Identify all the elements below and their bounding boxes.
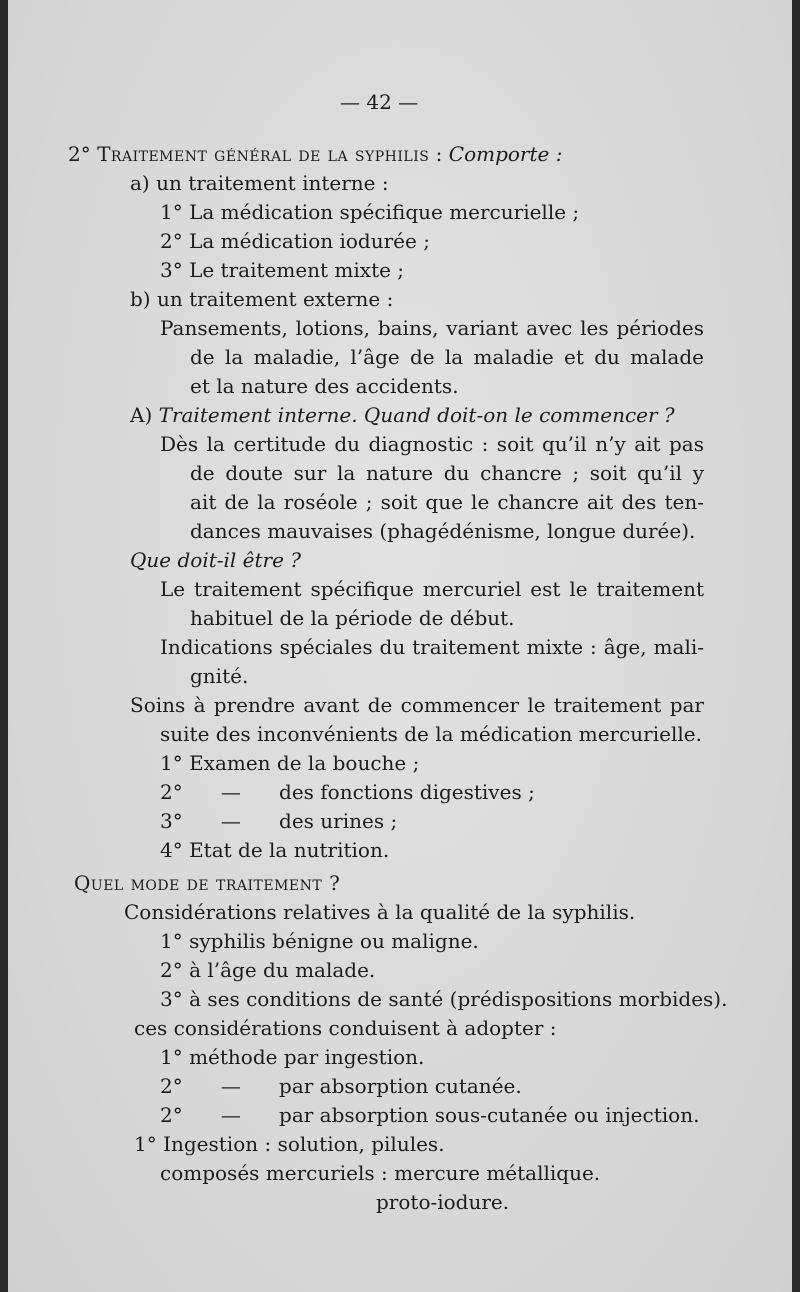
text-line: Indications spéciales du traitement mixte : âge, mali- — [160, 635, 704, 659]
text-line: Pansements, lotions, bains, variant avec les périodes — [160, 316, 704, 340]
section-heading-separator: : — [429, 142, 449, 166]
text-line: a) un traitement interne : — [130, 171, 389, 195]
text-line: 2° — par absorption sous-cutanée ou injection. — [160, 1103, 700, 1127]
text-line: ait de la roséole ; soit que le chancre ait des ten- — [190, 490, 704, 514]
text-line: b) un traitement externe : — [130, 287, 394, 311]
page-number: — 42 — — [340, 90, 419, 114]
text-line-italic: Traitement interne. Quand doit-on le commencer ? — [158, 403, 675, 427]
text-line: 2° — des fonctions digestives ; — [160, 780, 535, 804]
section-heading — [68, 140, 562, 168]
section-heading-tail: Comporte : — [448, 142, 563, 166]
text-line: gnité. — [190, 664, 249, 688]
text-line: Considérations relatives à la qualité de la syphilis. — [124, 900, 636, 924]
text-line: ces considérations conduisent à adopter : — [134, 1016, 557, 1040]
text-line: 2° à l’âge du malade. — [160, 958, 376, 982]
text-line: de la maladie, l’âge de la maladie et du malade — [190, 345, 704, 369]
text-line: 1° Examen de la bouche ; — [160, 751, 420, 775]
text-line: 4° Etat de la nutrition. — [160, 838, 390, 862]
text-line: 1° syphilis bénigne ou maligne. — [160, 929, 479, 953]
text-line: 3° à ses conditions de santé (prédispositions morbides). — [160, 987, 728, 1011]
text-line: 3° — des urines ; — [160, 809, 398, 833]
text-line: Que doit-il être ? — [130, 548, 302, 572]
text-line: 2° La médication iodurée ; — [160, 229, 430, 253]
text-line: de doute sur la nature du chancre ; soit qu’il y — [190, 461, 704, 485]
section-heading-number: 2° — [68, 142, 91, 166]
text-line: Dès la certitude du diagnostic : soit qu’il n’y ait pas — [160, 432, 704, 456]
text-line: Soins à prendre avant de commencer le traitement par — [130, 693, 704, 717]
text-line: proto-iodure. — [376, 1190, 510, 1214]
text-line: 3° Le traitement mixte ; — [160, 258, 405, 282]
text-line-letter: A) — [130, 403, 153, 427]
text-line: suite des inconvénients de la médication mercurielle. — [160, 722, 702, 746]
section-heading-2: Quel mode de traitement ? — [74, 871, 341, 895]
text-line: et la nature des accidents. — [190, 374, 459, 398]
section-heading-title: Traitement général de la syphilis — [97, 142, 430, 166]
text-line: dances mauvaises (phagédénisme, longue durée). — [190, 519, 696, 543]
text-line: 1° La médication spécifique mercurielle ; — [160, 200, 580, 224]
text-line: 2° — par absorption cutanée. — [160, 1074, 522, 1098]
text-line: Le traitement spécifique mercuriel est le traitement — [160, 577, 704, 601]
text-line: 1° Ingestion : solution, pilules. — [134, 1132, 445, 1156]
book-page — [8, 0, 792, 1292]
text-line: 1° méthode par ingestion. — [160, 1045, 425, 1069]
text-line: composés mercuriels : mercure métallique. — [160, 1161, 601, 1185]
text-line: habituel de la période de début. — [190, 606, 515, 630]
text-line — [130, 401, 675, 429]
